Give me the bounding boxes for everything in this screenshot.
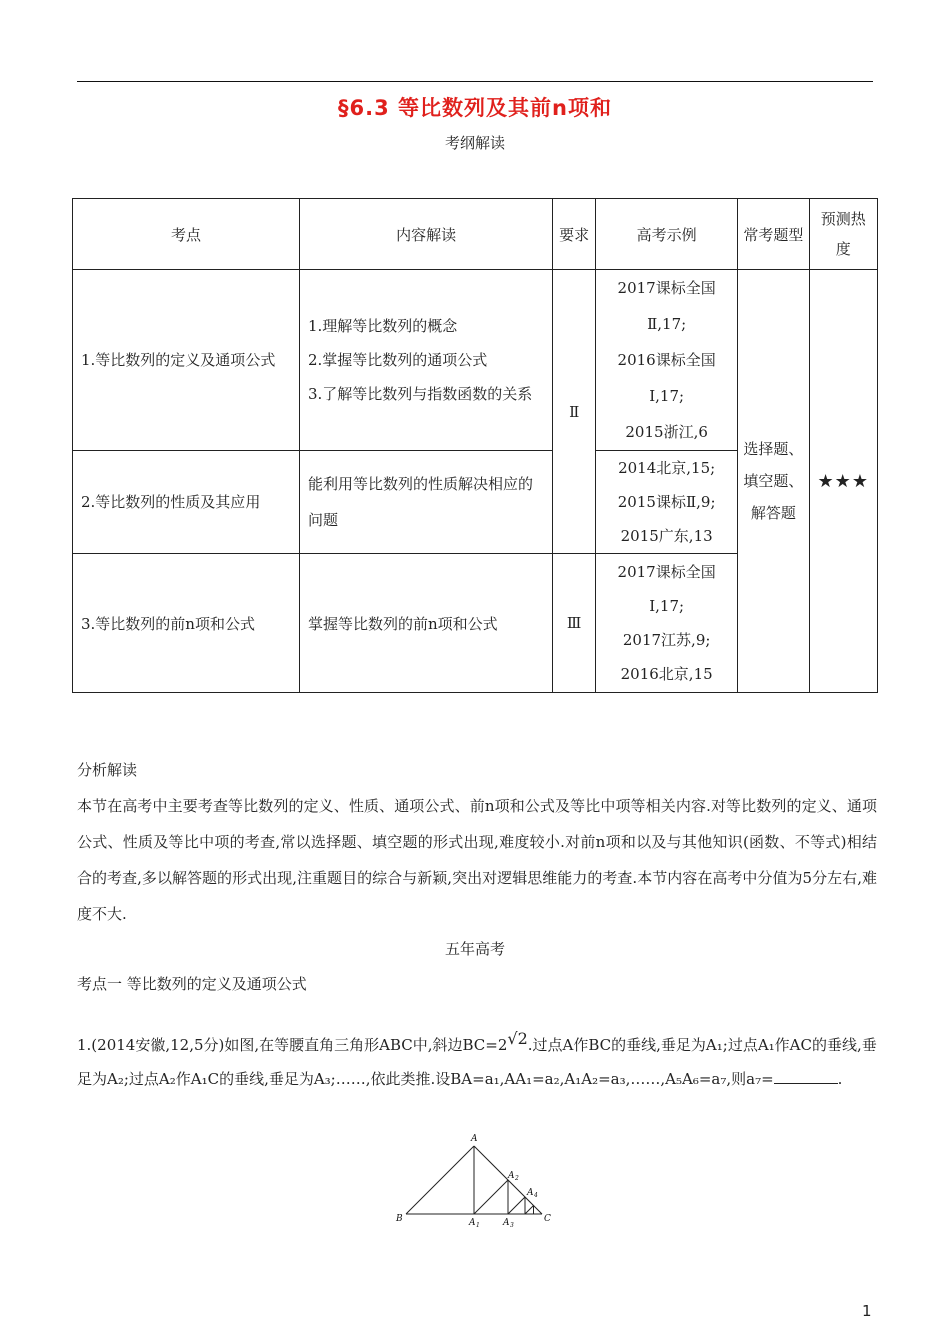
content-line: 2.掌握等比数列的通项公式 [307,351,488,369]
header-cell: 要求 [553,199,596,270]
content-cell: 能利用等比数列的性质解决相应的问题 [299,451,552,554]
header-cell: 常考题型 [738,199,809,270]
example-line: 2015课标Ⅱ,9; [617,493,716,511]
header-cell: 预测热度 [809,199,877,270]
example-line: 2017江苏,9; [622,631,711,649]
examples-cell [596,451,738,554]
question-text: 1.(2014安徽,12,5分)如图,在等腰直角三角形ABC中,斜边BC=2 [77,1036,508,1054]
example-line: 2014北京,15; [618,459,716,477]
example-line: 2015浙江,6 [625,423,708,441]
triangle-figure [394,1128,564,1228]
label-A3-sub: 3 [510,1222,514,1228]
label-A1: A [469,1218,476,1228]
requirement-cell: Ⅲ [553,554,596,693]
header-cell: 考点 [73,199,300,270]
label-A1-sub: 1 [476,1222,480,1228]
table-row [73,270,878,451]
label-A2: A [508,1171,515,1181]
example-line: 2016北京,15 [620,665,713,683]
question-1 [77,1022,877,1096]
perp-A3A4 [508,1197,525,1214]
point-cell: 3.等比数列的前n项和公式 [73,554,300,693]
question-text: .过点A作BC的垂线,垂足为A₁;过点A₁作AC的垂线,垂足为A₂;过点A₂作A₁C的垂线,垂足为A₃;……,依此类推.设BA=a₁,AA₁=a₂,A₁A₂=a₃,……,A₅A₆=a₇,则a₇= [77,1036,877,1088]
analysis-body: 本节在高考中主要考查等比数列的定义、性质、通项公式、前n项和公式及等比中项等相关内容.对等比数列的定义、通项公式、性质及等比中项的考查,常以选择题、填空题的形式出现,难度较小.对前n项和以及与其他知识(函数、不等式)相结合的考查,多以解答题的形式出现,注重题目的综合与新颖,突出对逻辑思维能力的考查.本节内容在高考中分值为5分左右,难度不大. [77,797,877,923]
page-number: 1 [862,1302,872,1320]
heat-cell: ★★★ [809,270,877,693]
subtitle: 考纲解读 [444,134,505,152]
content-cell: 掌握等比数列的前n项和公式 [299,554,552,693]
perp-A5A6 [525,1206,534,1215]
label-A3: A [503,1218,510,1228]
point-cell: 1.等比数列的定义及通项公式 [73,270,300,451]
section-title: 五年高考 [444,940,505,958]
answer-blank[interactable] [774,1069,838,1084]
header-cell: 高考示例 [596,199,738,270]
label-C: C [544,1214,551,1224]
label-A: A [471,1134,478,1144]
edge-BA [406,1146,474,1214]
sqrt-expression: √2 [507,1029,528,1048]
example-line: 2015广东,13 [620,527,713,545]
requirement-cell: Ⅱ [553,270,596,554]
examples-cell [596,270,738,451]
label-A4: A [527,1188,534,1198]
syllabus-table [72,198,878,693]
content-line: 3.了解等比数列与指数函数的关系 [307,385,533,403]
content-cell [299,270,552,451]
label-A4-sub: 4 [534,1192,538,1199]
label-B: B [396,1214,403,1224]
example-line: 2016课标全国Ⅰ,17; [617,351,716,405]
analysis-heading: 分析解读 [77,761,138,779]
top-rule [77,81,873,82]
example-line: 2017课标全国Ⅰ,17; [617,563,716,615]
header-cell: 内容解读 [299,199,552,270]
point-cell: 2.等比数列的性质及其应用 [73,451,300,554]
page-title: §6.3 等比数列及其前n项和 [338,96,612,120]
label-A2-sub: 2 [515,1175,519,1182]
content-line: 1.理解等比数列的概念 [307,317,458,335]
question-types-cell: 选择题、填空题、解答题 [738,270,809,693]
question-end: . [837,1070,843,1088]
perp-A1A2 [474,1180,508,1214]
table-header-row [73,199,878,270]
example-line: 2017课标全国Ⅱ,17; [617,279,716,333]
examples-cell [596,554,738,693]
kaodian-title: 考点一 等比数列的定义及通项公式 [77,975,307,993]
